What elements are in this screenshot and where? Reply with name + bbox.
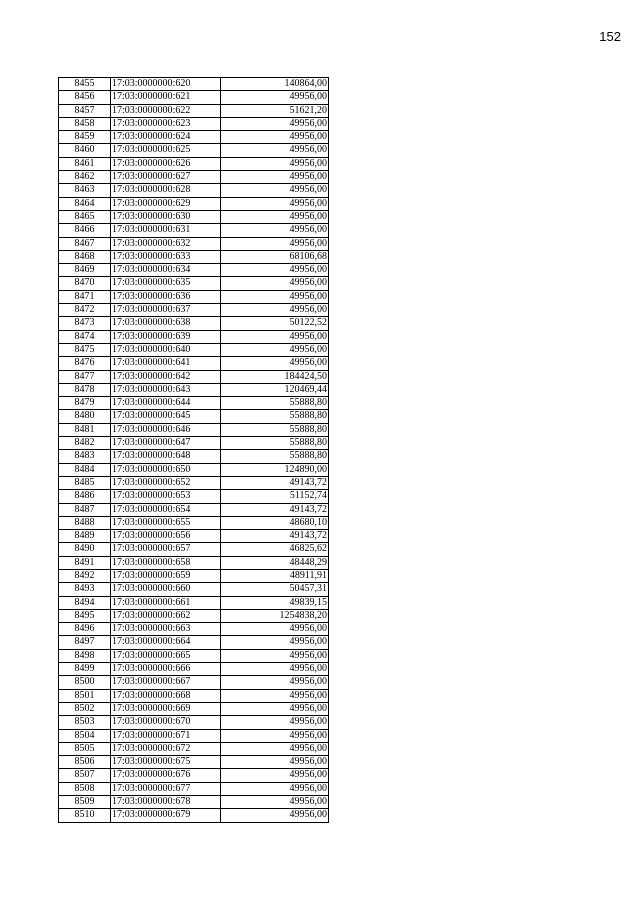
cadastral-number-cell: 17:03:0000000:622 xyxy=(111,104,221,117)
table-row xyxy=(59,689,329,702)
row-number-cell: 8484 xyxy=(59,463,111,476)
cadastral-number-cell: 17:03:0000000:634 xyxy=(111,264,221,277)
row-number-cell: 8485 xyxy=(59,476,111,489)
row-number-cell: 8469 xyxy=(59,264,111,277)
row-number-cell: 8460 xyxy=(59,144,111,157)
cadastral-number-cell: 17:03:0000000:663 xyxy=(111,623,221,636)
cadastral-number-cell: 17:03:0000000:665 xyxy=(111,649,221,662)
cadastral-number-cell: 17:03:0000000:657 xyxy=(111,543,221,556)
table-row xyxy=(59,144,329,157)
cadastral-number-cell: 17:03:0000000:659 xyxy=(111,569,221,582)
table-row xyxy=(59,450,329,463)
table-row xyxy=(59,782,329,795)
cadastral-number-cell: 17:03:0000000:637 xyxy=(111,304,221,317)
row-number-cell: 8492 xyxy=(59,569,111,582)
cadastral-value-cell: 49956,00 xyxy=(221,716,329,729)
table-row xyxy=(59,250,329,263)
table-row xyxy=(59,343,329,356)
cadastral-value-cell: 50122,52 xyxy=(221,317,329,330)
cadastral-number-cell: 17:03:0000000:627 xyxy=(111,171,221,184)
table-row xyxy=(59,569,329,582)
cadastral-value-cell: 55888,80 xyxy=(221,397,329,410)
table-row xyxy=(59,197,329,210)
table-row xyxy=(59,237,329,250)
cadastral-value-cell: 48448,29 xyxy=(221,556,329,569)
cadastral-number-cell: 17:03:0000000:631 xyxy=(111,224,221,237)
table-row xyxy=(59,131,329,144)
table-row xyxy=(59,716,329,729)
row-number-cell: 8458 xyxy=(59,117,111,130)
cadastral-number-cell: 17:03:0000000:635 xyxy=(111,277,221,290)
cadastral-value-cell: 49956,00 xyxy=(221,224,329,237)
cadastral-number-cell: 17:03:0000000:620 xyxy=(111,78,221,91)
cadastral-value-cell: 49956,00 xyxy=(221,304,329,317)
row-number-cell: 8480 xyxy=(59,410,111,423)
cadastral-number-cell: 17:03:0000000:638 xyxy=(111,317,221,330)
row-number-cell: 8479 xyxy=(59,397,111,410)
table-row xyxy=(59,423,329,436)
row-number-cell: 8490 xyxy=(59,543,111,556)
row-number-cell: 8501 xyxy=(59,689,111,702)
cadastral-number-cell: 17:03:0000000:632 xyxy=(111,237,221,250)
row-number-cell: 8507 xyxy=(59,769,111,782)
row-number-cell: 8472 xyxy=(59,304,111,317)
row-number-cell: 8478 xyxy=(59,383,111,396)
cadastral-value-cell: 46825,62 xyxy=(221,543,329,556)
row-number-cell: 8471 xyxy=(59,290,111,303)
cadastral-number-cell: 17:03:0000000:653 xyxy=(111,490,221,503)
row-number-cell: 8477 xyxy=(59,370,111,383)
table-row xyxy=(59,729,329,742)
row-number-cell: 8456 xyxy=(59,91,111,104)
cadastral-number-cell: 17:03:0000000:666 xyxy=(111,663,221,676)
table-row xyxy=(59,290,329,303)
table-row xyxy=(59,317,329,330)
cadastral-number-cell: 17:03:0000000:678 xyxy=(111,796,221,809)
cadastral-value-cell: 55888,80 xyxy=(221,423,329,436)
row-number-cell: 8466 xyxy=(59,224,111,237)
table-row xyxy=(59,184,329,197)
table-row xyxy=(59,476,329,489)
row-number-cell: 8510 xyxy=(59,809,111,822)
cadastral-number-cell: 17:03:0000000:664 xyxy=(111,636,221,649)
table-row xyxy=(59,503,329,516)
row-number-cell: 8481 xyxy=(59,423,111,436)
cadastral-number-cell: 17:03:0000000:639 xyxy=(111,330,221,343)
cadastral-number-cell: 17:03:0000000:643 xyxy=(111,383,221,396)
cadastral-value-cell: 49956,00 xyxy=(221,623,329,636)
row-number-cell: 8473 xyxy=(59,317,111,330)
table-row xyxy=(59,809,329,822)
cadastral-value-cell: 49143,72 xyxy=(221,476,329,489)
row-number-cell: 8505 xyxy=(59,742,111,755)
cadastral-value-cell: 55888,80 xyxy=(221,410,329,423)
table-row xyxy=(59,609,329,622)
row-number-cell: 8498 xyxy=(59,649,111,662)
cadastral-number-cell: 17:03:0000000:644 xyxy=(111,397,221,410)
cadastral-value-cell: 140864,00 xyxy=(221,78,329,91)
cadastral-number-cell: 17:03:0000000:624 xyxy=(111,131,221,144)
row-number-cell: 8502 xyxy=(59,702,111,715)
cadastral-value-cell: 49956,00 xyxy=(221,809,329,822)
cadastral-value-cell: 49956,00 xyxy=(221,171,329,184)
table-row xyxy=(59,224,329,237)
cadastral-value-cell: 184424,50 xyxy=(221,370,329,383)
cadastral-value-cell: 48911,91 xyxy=(221,569,329,582)
row-number-cell: 8489 xyxy=(59,530,111,543)
table-row xyxy=(59,157,329,170)
cadastral-value-cell: 49956,00 xyxy=(221,131,329,144)
table-row xyxy=(59,91,329,104)
row-number-cell: 8465 xyxy=(59,210,111,223)
table-row xyxy=(59,663,329,676)
cadastral-value-cell: 124890,00 xyxy=(221,463,329,476)
cadastral-value-cell: 49956,00 xyxy=(221,197,329,210)
row-number-cell: 8462 xyxy=(59,171,111,184)
table-row xyxy=(59,370,329,383)
cadastral-number-cell: 17:03:0000000:636 xyxy=(111,290,221,303)
cadastral-number-cell: 17:03:0000000:621 xyxy=(111,91,221,104)
cadastral-value-cell: 49956,00 xyxy=(221,264,329,277)
cadastral-value-cell: 48680,10 xyxy=(221,516,329,529)
cadastral-value-cell: 49839,15 xyxy=(221,596,329,609)
table-row xyxy=(59,623,329,636)
cadastral-value-cell: 49956,00 xyxy=(221,702,329,715)
cadastral-value-cell: 49956,00 xyxy=(221,663,329,676)
table-row xyxy=(59,583,329,596)
cadastral-number-cell: 17:03:0000000:623 xyxy=(111,117,221,130)
table-row xyxy=(59,463,329,476)
table-row xyxy=(59,210,329,223)
cadastral-value-cell: 49956,00 xyxy=(221,210,329,223)
table-row xyxy=(59,330,329,343)
cadastral-value-cell: 49956,00 xyxy=(221,782,329,795)
cadastral-number-cell: 17:03:0000000:642 xyxy=(111,370,221,383)
cadastral-number-cell: 17:03:0000000:640 xyxy=(111,343,221,356)
cadastral-value-cell: 49956,00 xyxy=(221,357,329,370)
cadastral-value-cell: 49956,00 xyxy=(221,729,329,742)
cadastral-value-cell: 49956,00 xyxy=(221,796,329,809)
cadastral-value-cell: 51621,20 xyxy=(221,104,329,117)
cadastral-value-cell: 49956,00 xyxy=(221,769,329,782)
cadastral-number-cell: 17:03:0000000:648 xyxy=(111,450,221,463)
table-row xyxy=(59,516,329,529)
cadastral-number-cell: 17:03:0000000:630 xyxy=(111,210,221,223)
row-number-cell: 8487 xyxy=(59,503,111,516)
row-number-cell: 8495 xyxy=(59,609,111,622)
cadastral-number-cell: 17:03:0000000:633 xyxy=(111,250,221,263)
cadastral-number-cell: 17:03:0000000:669 xyxy=(111,702,221,715)
cadastral-value-cell: 1254838,20 xyxy=(221,609,329,622)
row-number-cell: 8459 xyxy=(59,131,111,144)
row-number-cell: 8494 xyxy=(59,596,111,609)
cadastral-value-cell: 120469,44 xyxy=(221,383,329,396)
cadastral-value-cell: 50457,31 xyxy=(221,583,329,596)
table-row xyxy=(59,556,329,569)
table-body xyxy=(59,78,329,823)
cadastral-value-cell: 49956,00 xyxy=(221,689,329,702)
cadastral-value-cell: 55888,80 xyxy=(221,437,329,450)
cadastral-number-cell: 17:03:0000000:650 xyxy=(111,463,221,476)
table-row xyxy=(59,383,329,396)
table-row xyxy=(59,756,329,769)
table-row xyxy=(59,104,329,117)
cadastral-number-cell: 17:03:0000000:647 xyxy=(111,437,221,450)
cadastral-value-cell: 49956,00 xyxy=(221,756,329,769)
table-row xyxy=(59,543,329,556)
cadastral-number-cell: 17:03:0000000:655 xyxy=(111,516,221,529)
cadastral-number-cell: 17:03:0000000:672 xyxy=(111,742,221,755)
cadastral-number-cell: 17:03:0000000:652 xyxy=(111,476,221,489)
cadastral-value-cell: 49956,00 xyxy=(221,117,329,130)
row-number-cell: 8499 xyxy=(59,663,111,676)
cadastral-value-cell: 49956,00 xyxy=(221,290,329,303)
table-row xyxy=(59,649,329,662)
cadastral-number-cell: 17:03:0000000:677 xyxy=(111,782,221,795)
cadastral-number-cell: 17:03:0000000:667 xyxy=(111,676,221,689)
table-row xyxy=(59,171,329,184)
cadastral-number-cell: 17:03:0000000:661 xyxy=(111,596,221,609)
table-row xyxy=(59,742,329,755)
row-number-cell: 8468 xyxy=(59,250,111,263)
row-number-cell: 8496 xyxy=(59,623,111,636)
cadastral-value-cell: 49956,00 xyxy=(221,237,329,250)
table-row xyxy=(59,357,329,370)
cadastral-number-cell: 17:03:0000000:660 xyxy=(111,583,221,596)
table-row xyxy=(59,636,329,649)
cadastral-value-cell: 68106,68 xyxy=(221,250,329,263)
cadastral-number-cell: 17:03:0000000:628 xyxy=(111,184,221,197)
cadastral-value-cell: 49956,00 xyxy=(221,144,329,157)
row-number-cell: 8493 xyxy=(59,583,111,596)
row-number-cell: 8455 xyxy=(59,78,111,91)
row-number-cell: 8482 xyxy=(59,437,111,450)
row-number-cell: 8500 xyxy=(59,676,111,689)
cadastral-number-cell: 17:03:0000000:641 xyxy=(111,357,221,370)
cadastral-value-cell: 49956,00 xyxy=(221,649,329,662)
cadastral-value-table xyxy=(58,77,329,823)
table-row xyxy=(59,277,329,290)
row-number-cell: 8491 xyxy=(59,556,111,569)
row-number-cell: 8461 xyxy=(59,157,111,170)
cadastral-value-cell: 49143,72 xyxy=(221,530,329,543)
table-row xyxy=(59,397,329,410)
cadastral-value-cell: 49956,00 xyxy=(221,742,329,755)
row-number-cell: 8464 xyxy=(59,197,111,210)
cadastral-number-cell: 17:03:0000000:670 xyxy=(111,716,221,729)
row-number-cell: 8457 xyxy=(59,104,111,117)
page-number: 152 xyxy=(599,29,621,44)
cadastral-number-cell: 17:03:0000000:626 xyxy=(111,157,221,170)
table-row xyxy=(59,596,329,609)
cadastral-value-cell: 49956,00 xyxy=(221,330,329,343)
row-number-cell: 8470 xyxy=(59,277,111,290)
cadastral-value-cell: 49956,00 xyxy=(221,184,329,197)
table-row xyxy=(59,304,329,317)
cadastral-number-cell: 17:03:0000000:662 xyxy=(111,609,221,622)
table-row xyxy=(59,530,329,543)
table-row xyxy=(59,264,329,277)
cadastral-number-cell: 17:03:0000000:656 xyxy=(111,530,221,543)
cadastral-number-cell: 17:03:0000000:625 xyxy=(111,144,221,157)
cadastral-value-cell: 49956,00 xyxy=(221,343,329,356)
table-row xyxy=(59,769,329,782)
row-number-cell: 8467 xyxy=(59,237,111,250)
cadastral-number-cell: 17:03:0000000:645 xyxy=(111,410,221,423)
cadastral-value-cell: 51152,74 xyxy=(221,490,329,503)
table-row xyxy=(59,117,329,130)
row-number-cell: 8476 xyxy=(59,357,111,370)
row-number-cell: 8488 xyxy=(59,516,111,529)
table-row xyxy=(59,702,329,715)
cadastral-value-cell: 49956,00 xyxy=(221,636,329,649)
table-row xyxy=(59,437,329,450)
cadastral-value-cell: 49956,00 xyxy=(221,277,329,290)
row-number-cell: 8483 xyxy=(59,450,111,463)
row-number-cell: 8474 xyxy=(59,330,111,343)
cadastral-number-cell: 17:03:0000000:679 xyxy=(111,809,221,822)
table-row xyxy=(59,410,329,423)
row-number-cell: 8503 xyxy=(59,716,111,729)
row-number-cell: 8506 xyxy=(59,756,111,769)
cadastral-number-cell: 17:03:0000000:676 xyxy=(111,769,221,782)
row-number-cell: 8508 xyxy=(59,782,111,795)
row-number-cell: 8463 xyxy=(59,184,111,197)
cadastral-number-cell: 17:03:0000000:658 xyxy=(111,556,221,569)
cadastral-number-cell: 17:03:0000000:646 xyxy=(111,423,221,436)
cadastral-number-cell: 17:03:0000000:654 xyxy=(111,503,221,516)
cadastral-value-cell: 49956,00 xyxy=(221,676,329,689)
table-row xyxy=(59,490,329,503)
table-row xyxy=(59,676,329,689)
cadastral-value-cell: 49956,00 xyxy=(221,91,329,104)
cadastral-number-cell: 17:03:0000000:668 xyxy=(111,689,221,702)
table-row xyxy=(59,796,329,809)
table-row xyxy=(59,78,329,91)
row-number-cell: 8475 xyxy=(59,343,111,356)
cadastral-value-cell: 55888,80 xyxy=(221,450,329,463)
row-number-cell: 8486 xyxy=(59,490,111,503)
cadastral-number-cell: 17:03:0000000:629 xyxy=(111,197,221,210)
cadastral-number-cell: 17:03:0000000:671 xyxy=(111,729,221,742)
cadastral-number-cell: 17:03:0000000:675 xyxy=(111,756,221,769)
cadastral-value-cell: 49143,72 xyxy=(221,503,329,516)
row-number-cell: 8509 xyxy=(59,796,111,809)
row-number-cell: 8504 xyxy=(59,729,111,742)
cadastral-value-cell: 49956,00 xyxy=(221,157,329,170)
row-number-cell: 8497 xyxy=(59,636,111,649)
